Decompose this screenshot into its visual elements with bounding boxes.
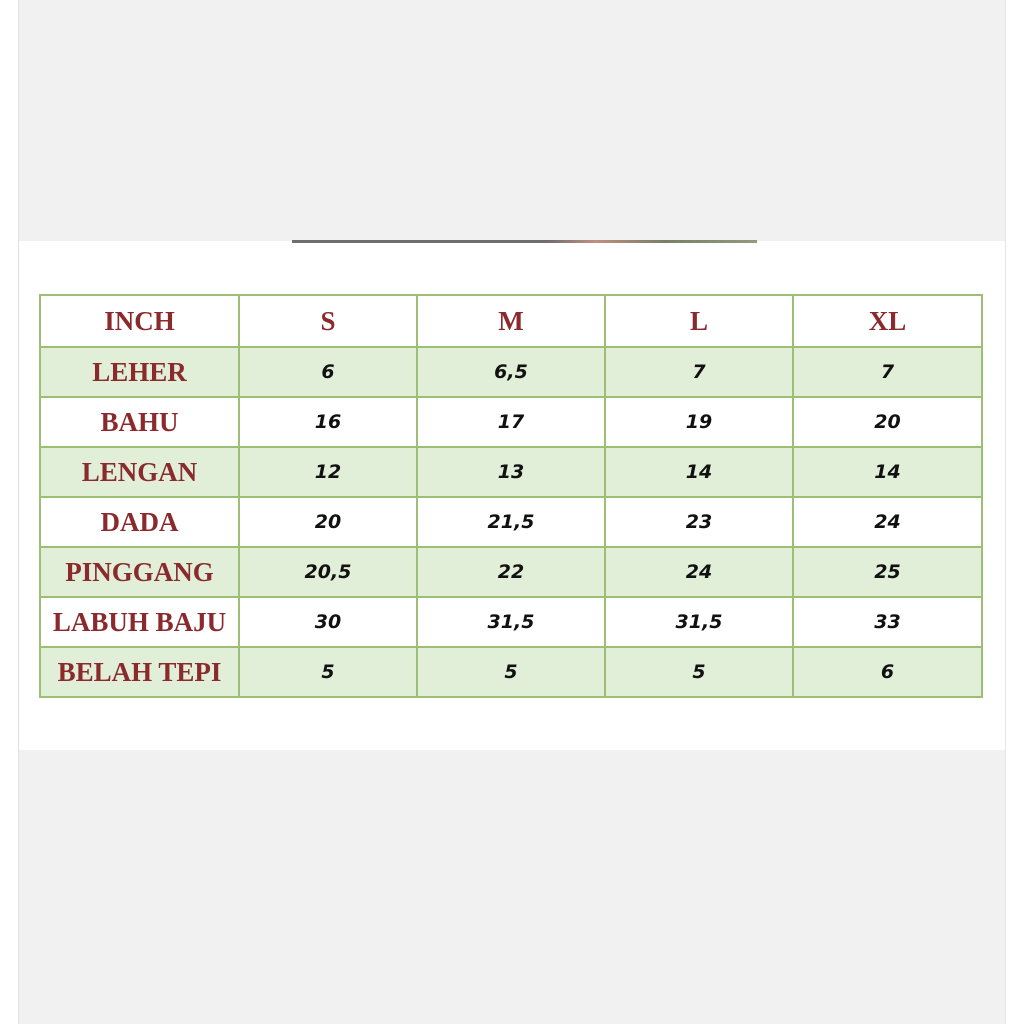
row-label: PINGGANG — [40, 547, 239, 597]
cell-value: 5 — [605, 647, 793, 697]
right-edge-line — [1005, 0, 1006, 1024]
table-row — [40, 547, 982, 597]
cell-value: 30 — [239, 597, 417, 647]
cell-value: 24 — [605, 547, 793, 597]
cell-value: 5 — [417, 647, 605, 697]
row-label: BELAH TEPI — [40, 647, 239, 697]
cell-value: 25 — [793, 547, 982, 597]
header-size-s: S — [239, 295, 417, 347]
table-row — [40, 647, 982, 697]
cell-value: 24 — [793, 497, 982, 547]
cell-value: 7 — [793, 347, 982, 397]
cell-value: 21,5 — [417, 497, 605, 547]
size-chart-table — [39, 294, 983, 698]
cell-value: 14 — [793, 447, 982, 497]
cell-value: 20 — [793, 397, 982, 447]
cell-value: 12 — [239, 447, 417, 497]
cell-value: 33 — [793, 597, 982, 647]
cell-value: 22 — [417, 547, 605, 597]
row-label: DADA — [40, 497, 239, 547]
cell-value: 13 — [417, 447, 605, 497]
cell-value: 31,5 — [417, 597, 605, 647]
top-gray-area — [18, 0, 1006, 241]
table-row — [40, 447, 982, 497]
row-label: LABUH BAJU — [40, 597, 239, 647]
header-size-l: L — [605, 295, 793, 347]
cell-value: 20 — [239, 497, 417, 547]
row-label: LEHER — [40, 347, 239, 397]
cell-value: 5 — [239, 647, 417, 697]
table-row — [40, 347, 982, 397]
header-row — [40, 295, 982, 347]
cell-value: 16 — [239, 397, 417, 447]
cell-value: 14 — [605, 447, 793, 497]
cell-value: 7 — [605, 347, 793, 397]
header-unit: INCH — [40, 295, 239, 347]
header-size-m: M — [417, 295, 605, 347]
cell-value: 6,5 — [417, 347, 605, 397]
cell-value: 17 — [417, 397, 605, 447]
row-label: LENGAN — [40, 447, 239, 497]
table-row — [40, 597, 982, 647]
cell-value: 6 — [239, 347, 417, 397]
cell-value: 6 — [793, 647, 982, 697]
cropped-image-edge — [292, 240, 757, 243]
cell-value: 19 — [605, 397, 793, 447]
table-row — [40, 497, 982, 547]
bottom-gray-area — [18, 750, 1006, 1024]
table-row — [40, 397, 982, 447]
cell-value: 23 — [605, 497, 793, 547]
cell-value: 31,5 — [605, 597, 793, 647]
cell-value: 20,5 — [239, 547, 417, 597]
row-label: BAHU — [40, 397, 239, 447]
header-size-xl: XL — [793, 295, 982, 347]
